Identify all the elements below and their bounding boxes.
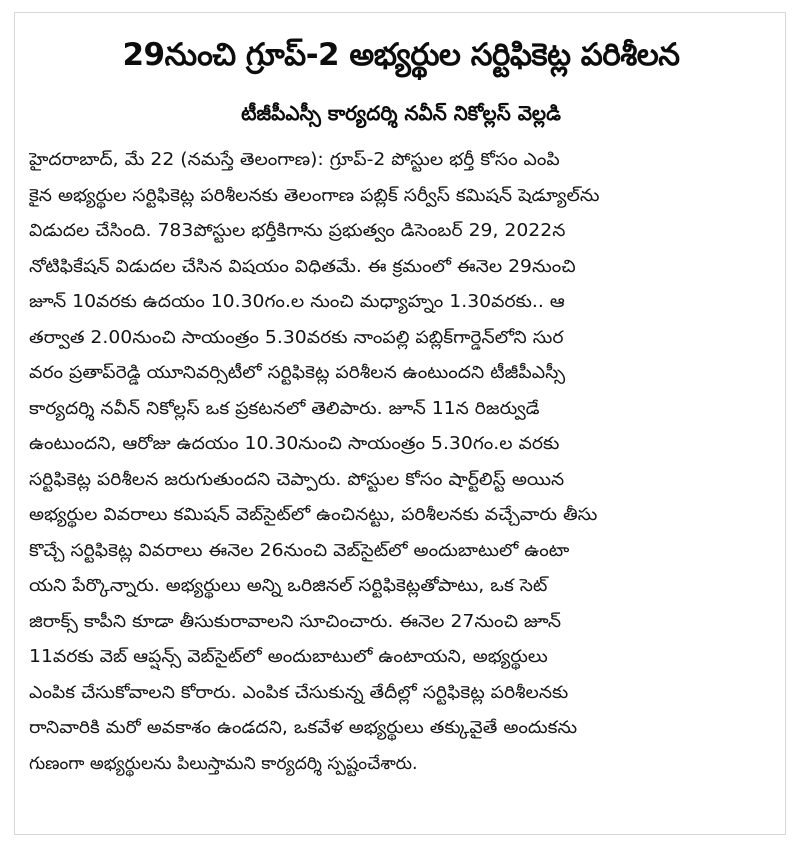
body-line: ఉంటుందని, ఆరోజు ఉదయం 10.30నుంచి సాయంత్రం 5.30గం.ల వరకు: [29, 434, 560, 454]
body-line: రానివారికి మరో అవకాశం ఉండదని, ఒకవేళ అభ్యర్థులు తక్కువైతే అందుకను: [29, 718, 578, 738]
body-line: జూన్ 10వరకు ఉదయం 10.30గం.ల నుంచి మధ్యాహ్నం 1.30వరకు.. ఆ: [29, 292, 565, 312]
body-line: గుణంగా అభ్యర్థులను పిలుస్తామని కార్యదర్శి స్పష్టంచేశారు.: [29, 753, 418, 774]
body-line: వరం ప్రతాప్‌రెడ్డి యూనివర్సిటీలో సర్టిఫికెట్ల పరిశీలన ఉంటుందని టీజీపీఎస్సీ: [29, 363, 566, 383]
headline: 29నుంచి గ్రూప్-2 అభ్యర్థుల సర్టిఫికెట్ల పరిశీలన: [122, 37, 680, 73]
body-line: జిరాక్స్ కాపీని కూడా తీసుకురావాలని సూచించారు. ఈనెల 27నుంచి జూన్: [29, 611, 562, 632]
body-line: కొచ్చే సర్టిఫికెట్ల వివరాలు ఈనెల 26నుంచి వెబ్‌సైట్‌లో అందుబాటులో ఉంటా: [29, 540, 570, 561]
body-line: ఎంపిక చేసుకోవాలని కోరారు. ఎంపిక చేసుకున్న తేదీల్లో సర్టిఫికెట్ల పరిశీలనకు: [29, 682, 569, 703]
subheadline: టీజీపీఎస్సీ కార్యదర్శి నవీన్ నికోల్లస్ వెల్లడి: [241, 101, 561, 125]
body-line: కైన అభ్యర్థుల సర్టిఫికెట్ల పరిశీలనకు తెలంగాణ పబ్లిక్ సర్వీస్ కమిషన్ షెడ్యూల్‌ను: [29, 185, 600, 206]
body-line: సర్టిఫికెట్ల పరిశీలన జరుగుతుందని చెప్పారు. పోస్టుల కోసం షార్ట్‌లిస్ట్ అయిన: [29, 469, 565, 490]
article-body: [29, 143, 773, 782]
body-line: విడుదల చేసింది. 783పోస్టుల భర్తీకిగాను ప్రభుత్వం డిసెంబర్ 29, 2022న: [29, 221, 566, 241]
body-line: 11వరకు వెబ్ ఆప్షన్స్ వెబ్‌సైట్‌లో అందుబాటులో ఉంటాయని, అభ్యర్థులు: [29, 647, 548, 667]
body-line: యని పేర్కొన్నారు. అభ్యర్థులు అన్ని ఒరిజినల్ సర్టిఫికెట్లతోపాటు, ఒక సెట్: [29, 576, 548, 596]
news-clipping: [14, 12, 786, 835]
body-line: నోటిఫికేషన్ విడుదల చేసిన విషయం విధితమే. ఈ క్రమంలో ఈనెల 29నుంచి: [29, 256, 576, 277]
body-line: అభ్యర్థుల వివరాలు కమిషన్ వెబ్‌సైట్‌లో ఉంచినట్టు, పరిశీలనకు వచ్చేవారు తీసు: [29, 505, 598, 525]
body-line: తర్వాత 2.00నుంచి సాయంత్రం 5.30వరకు నాంపల్లి పబ్లిక్‌గార్డెన్‌లోని సుర: [29, 327, 564, 348]
body-line: కార్యదర్శి నవీన్ నికోల్లస్ ఒక ప్రకటనలో తెలిపారు. జూన్ 11న రిజర్వుడే: [29, 398, 540, 419]
body-line: హైదరాబాద్, మే 22 (నమస్తే తెలంగాణ): గ్రూప్-2 పోస్టుల భర్తీ కోసం ఎంపి: [29, 150, 560, 170]
